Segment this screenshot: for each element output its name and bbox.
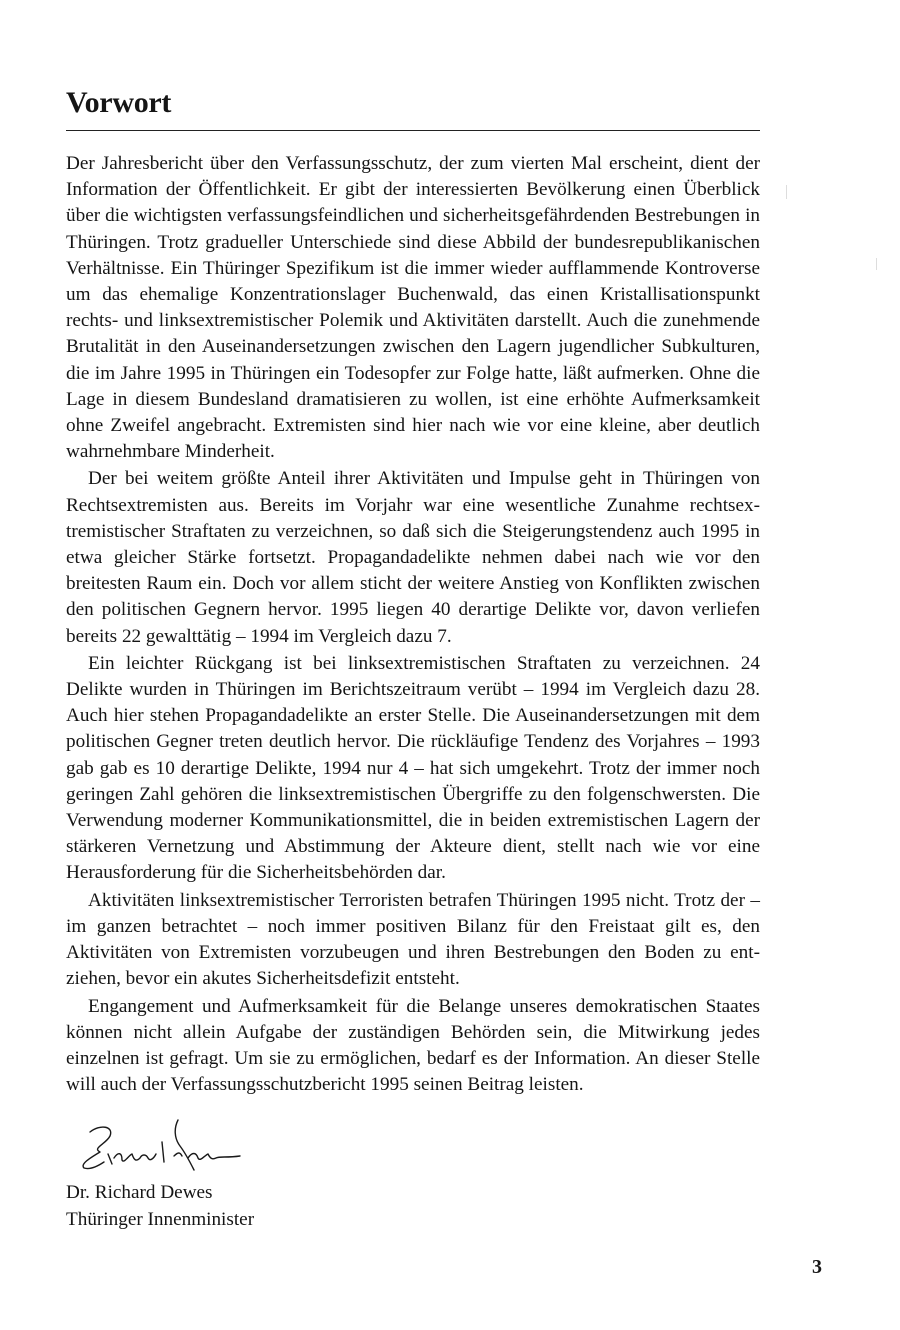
paragraph-right-extremism: Der bei weitem größte Anteil ihrer Aktivitäten und Impulse geht in Thüringen von Rechtsextremisten aus. Bereits im Vorjahr war eine wesentliche Zunahme rechtsextremistischer Straftaten zu verzeichnen, so daß sich die Steigerungstendenz auch 1995 in etwa gleicher Stärke fortsetzt. Propagandadelikte nehmen dabei nach wie vor den breitesten Raum ein. Doch vor allem sticht der weitere Anstieg von Konflikten zwischen den politischen Gegnern hervor. 1995 liegen 40 derartige Delikte vor, davon verliefen bereits 22 gewalttätig – 1994 im Vergleich dazu 7. — [66, 468, 760, 647]
paragraph-terrorism: Aktivitäten linksextremistischer Terroristen betrafen Thüringen 1995 nicht. Trotz der – im ganzen betrachtet – noch immer positiven Bilanz für den Freistaat gilt es, den Aktivitäten von Extremisten vorzubeugen und ihren Bestrebungen den Boden zu entziehen, bevor ein akutes Sicherheitsdefizit entsteht. — [66, 889, 760, 990]
handwritten-signature — [70, 1118, 260, 1180]
signer-name: Dr. Richard Dewes — [66, 1182, 213, 1203]
signer-block — [66, 1179, 254, 1233]
margin-mark — [876, 258, 877, 270]
paragraph-closing: Engangement und Aufmerksamkeit für die Belange unseres demokratischen Staates können nicht allein Aufgabe der zuständigen Behörden sein, die Mitwirkung jedes einzelnen ist gefragt. Um sie zu ermöglichen, bedarf es der Information. An dieser Stelle will auch der Verfassungsschutzbericht 1995 seinen Beitrag leisten. — [66, 995, 760, 1096]
body-text — [66, 151, 760, 1099]
paragraph-intro: Der Jahresbericht über den Verfassungsschutz, der zum vierten Mal erscheint, dient der Information der Öffentlichkeit. Er gibt der interessierten Bevölkerung einen Überblick über die wichtigsten verfassungsfeindlichen und sicherheitsgefährdenden Bestrebungen in Thüringen. Trotz gradueller Unterschiede sind diese Abbild der bundesrepublikanischen Verhältnisse. Ein Thüringer Spezifikum ist die immer wieder aufflammende Kontroverse um das ehemalige Konzentrationslager Buchenwald, das einen Kristallisationspunkt rechts- und linksextremistischer Polemik und Aktivitäten darstellt. Auch die zunehmende Brutalität in den Auseinandersetzungen zwischen den Lagern jugendlicher Subkulturen, die im Jahre 1995 in Thüringen ein Todesopfer zur Folge hatte, läßt aufmerken. Ohne die Lage in diesem Bundesland dramatisieren zu wollen, ist eine erhöhte Aufmerksamkeit ohne Zweifel angebracht. Extremisten sind hier nach wie vor eine kleine, aber deutlich wahrnehmbare Minderheit. — [66, 153, 760, 463]
page-number: 3 — [812, 1256, 822, 1278]
page-title: Vorwort — [66, 86, 172, 119]
paragraph-left-extremism: Ein leichter Rückgang ist bei linksextremistischen Straftaten zu verzeichnen. 24 Delikte wurden in Thüringen im Berichtszeitraum verübt – 1994 im Vergleich dazu 28. Auch hier stehen Propagandadelikte an erster Stelle. Die Auseinandersetzungen mit dem politischen Gegner treten deutlich hervor. Die rückläufige Tendenz des Vorjahres – 1993 gab gab es 10 derartige Delikte, 1994 nur 4 – hat sich umgekehrt. Trotz der immer noch geringen Zahl gehören die linksextremistischen Übergriffe zu den folgenschwersten. Die Verwendung moderner Kommunikationsmittel, die in beiden extremistischen Lagern der stärkeren Vernetzung und Abstimmung der Akteure dient, stellt nach wie vor eine Herausforderung für die Sicherheitsbehörden dar. — [66, 652, 760, 884]
margin-mark — [786, 185, 787, 199]
signer-position: Thüringer Innenminister — [66, 1209, 255, 1230]
title-divider — [66, 130, 760, 131]
